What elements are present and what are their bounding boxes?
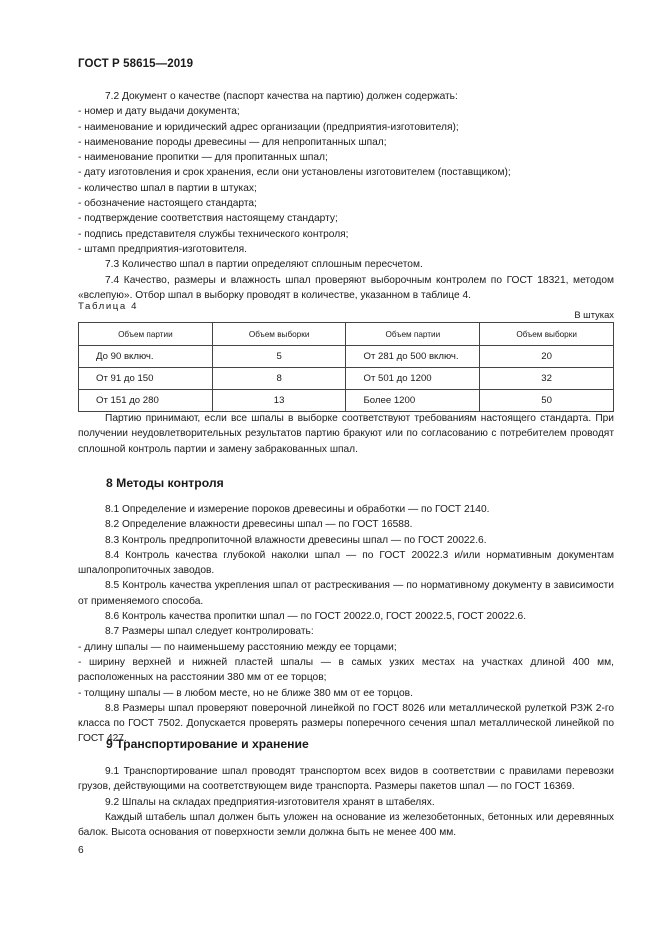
section-7-text bbox=[78, 89, 614, 303]
list-item: - количество шпал в партии в штуках; bbox=[78, 182, 257, 194]
paragraph-7-4: 7.4 Качество, размеры и влажность шпал проверяют выборочным контролем по ГОСТ 18321, методом «вслепую». Отбор шпал в выборку проводят в количестве, указанном в таблице 4. bbox=[78, 274, 614, 301]
table-cell: 50 bbox=[480, 390, 614, 412]
table-cell: До 90 включ. bbox=[79, 346, 213, 368]
list-item: - подтверждение соответствия настоящему стандарту; bbox=[78, 213, 338, 225]
list-item: - штамп предприятия-изготовителя. bbox=[78, 243, 247, 255]
sample-size-table bbox=[78, 322, 614, 412]
paragraph-9-2: 9.2 Шпалы на складах предприятия-изготовителя хранят в штабелях. bbox=[105, 796, 435, 808]
acceptance-text bbox=[78, 411, 614, 457]
paragraph-8-2: 8.2 Определение влажности древесины шпал — по ГОСТ 16588. bbox=[105, 519, 413, 531]
header-lot-size: Объем партии bbox=[346, 323, 480, 346]
list-item: - подпись представителя службы технического контроля; bbox=[78, 228, 349, 240]
table-cell: От 501 до 1200 bbox=[346, 368, 480, 390]
table-row bbox=[79, 368, 614, 390]
paragraph-8-7: 8.7 Размеры шпал следует контролировать: bbox=[105, 626, 314, 638]
table-row bbox=[79, 390, 614, 412]
paragraph-8-5: 8.5 Контроль качества укрепления шпал от растрескивания — по нормативному документу в зависимости от применяемого способа. bbox=[78, 580, 614, 607]
section-8-title: 8 Методы контроля bbox=[106, 476, 224, 490]
table-cell: 20 bbox=[480, 346, 614, 368]
acceptance-paragraph: Партию принимают, если все шпалы в выборке соответствуют требованиям настоящего стандарта. При получении неудовлетворительных результатов партию бракуют или по согласованию с потребителем проводят сплошной контроль партии и замену забракованных шпал. bbox=[78, 413, 614, 455]
table-cell: От 281 до 500 включ. bbox=[346, 346, 480, 368]
list-item: - наименование пропитки — для пропитанных шпал; bbox=[78, 152, 328, 164]
section-8-text bbox=[78, 502, 614, 747]
header-sample-size: Объем выборки bbox=[212, 323, 346, 346]
paragraph-7-3: 7.3 Количество шпал в партии определяют сплошным пересчетом. bbox=[105, 259, 423, 271]
section-9-title: 9 Транспортирование и хранение bbox=[106, 737, 309, 751]
table-cell: 32 bbox=[480, 368, 614, 390]
list-item: - обозначение настоящего стандарта; bbox=[78, 198, 257, 210]
list-item: - толщину шпалы — в любом месте, но не ближе 380 мм от ее торцов. bbox=[78, 687, 413, 699]
paragraph-9-3: Каждый штабель шпал должен быть уложен на основание из железобетонных, бетонных или деревянных балок. Высота основания от поверхности земли должна быть не менее 400 мм. bbox=[78, 811, 614, 839]
table-cell: Более 1200 bbox=[346, 390, 480, 412]
table-cell: 8 bbox=[212, 368, 346, 390]
list-item: - номер и дату выдачи документа; bbox=[78, 106, 240, 118]
table-4-title: Таблица 4 bbox=[78, 301, 139, 312]
paragraph-8-6: 8.6 Контроль качества пропитки шпал — по ГОСТ 20022.0, ГОСТ 20022.5, ГОСТ 20022.6. bbox=[105, 611, 527, 623]
header-lot-size: Объем партии bbox=[79, 323, 213, 346]
paragraph-8-3: 8.3 Контроль предпропиточной влажности древесины шпал — по ГОСТ 20022.6. bbox=[105, 534, 487, 546]
document-code: ГОСТ Р 58615—2019 bbox=[78, 58, 194, 70]
list-item: - наименование породы древесины — для непропитанных шпал; bbox=[78, 136, 387, 148]
list-item: - дату изготовления и срок хранения, если они установлены изготовителем (поставщиком); bbox=[78, 167, 511, 179]
page-number: 6 bbox=[78, 845, 84, 856]
table-row bbox=[79, 346, 614, 368]
section-9-text bbox=[78, 764, 614, 840]
paragraph-8-4: 8.4 Контроль качества глубокой наколки шпал — по ГОСТ 20022.3 и/или нормативным документам шпалопропиточных заводов. bbox=[78, 549, 614, 577]
paragraph-7-2: 7.2 Документ о качестве (паспорт качества на партию) должен содержать: bbox=[105, 91, 458, 102]
paragraph-9-1: 9.1 Транспортирование шпал проводят транспортом всех видов в соответствии с правилами перевозки грузов, действующими на соответствующем виде транспорта. Размеры пакетов шпал — по ГОСТ 16369. bbox=[78, 766, 614, 793]
table-4-units: В штуках bbox=[574, 309, 614, 320]
list-item: - наименование и юридический адрес организации (предприятия-изготовителя); bbox=[78, 121, 459, 133]
list-item: - длину шпалы — по наименьшему расстоянию между ее торцами; bbox=[78, 641, 397, 653]
header-sample-size: Объем выборки bbox=[480, 323, 614, 346]
table-cell: 13 bbox=[212, 390, 346, 412]
paragraph-8-8: 8.8 Размеры шпал проверяют поверочной линейкой по ГОСТ 8026 или металлической рулеткой РЗЖ 2-го класса по ГОСТ 7502. Допускается проверять размеры поперечного сечения шпал металлической линейкой по ГОСТ 427. bbox=[78, 702, 614, 745]
paragraph-8-1: 8.1 Определение и измерение пороков древесины и обработки — по ГОСТ 2140. bbox=[105, 504, 490, 515]
table-cell: 5 bbox=[212, 346, 346, 368]
table-header-row bbox=[79, 323, 614, 346]
table-cell: От 151 до 280 bbox=[79, 390, 213, 412]
list-item: - ширину верхней и нижней пластей шпалы — в самых узких местах на участках длиной 400 мм, расположенных на расстоянии 380 мм от ее торцов; bbox=[78, 656, 614, 684]
table-cell: От 91 до 150 bbox=[79, 368, 213, 390]
